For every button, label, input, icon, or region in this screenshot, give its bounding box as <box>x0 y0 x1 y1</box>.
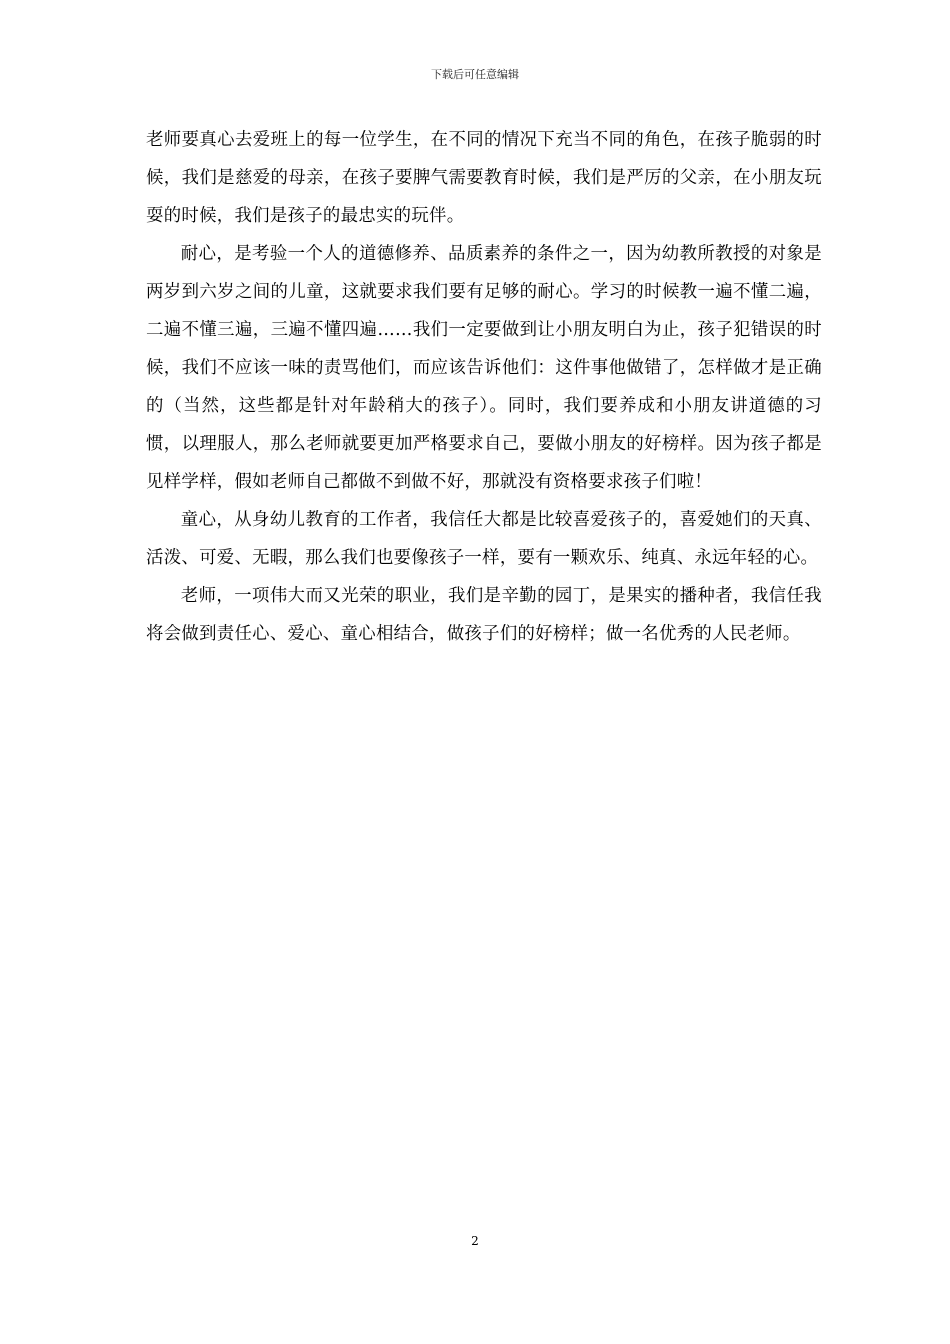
page-number: 2 <box>471 1234 479 1248</box>
paragraph-4: 老师，一项伟大而又光荣的职业，我们是辛勤的园丁，是果实的播种者，我信任我将会做到责任心、爱心、童心相结合，做孩子们的好榜样；做一名优秀的人民老师。 <box>146 586 822 644</box>
page-header-note: 下载后可任意编辑 <box>431 68 519 81</box>
paragraph-2: 耐心，是考验一个人的道德修养、品质素养的条件之一，因为幼教所教授的对象是两岁到六岁之间的儿童，这就要求我们要有足够的耐心。学习的时候教一遍不懂二遍，二遍不懂三遍，三遍不懂四遍……我们一定要做到让小朋友明白为止，孩子犯错误的时候，我们不应该一味的责骂他们，而应该告诉他们：这件事他做错了，怎样做才是正确的（当然，这些都是针对年龄稍大的孩子）。同时，我们要养成和小朋友讲道德的习惯，以理服人，那么老师就要更加严格要求自己，要做小朋友的好榜样。因为孩子都是见样学样，假如老师自己都做不到做不好，那就没有资格要求孩子们啦！ <box>146 244 822 492</box>
document-body <box>146 121 822 653</box>
paragraph-3: 童心，从身幼儿教育的工作者，我信任大都是比较喜爱孩子的，喜爱她们的天真、活泼、可爱、无暇，那么我们也要像孩子一样，要有一颗欢乐、纯真、永远年轻的心。 <box>146 510 822 568</box>
paragraph-1: 老师要真心去爱班上的每一位学生，在不同的情况下充当不同的角色，在孩子脆弱的时候，我们是慈爱的母亲，在孩子要脾气需要教育时候，我们是严厉的父亲，在小朋友玩耍的时候，我们是孩子的最忠实的玩伴。 <box>146 130 822 226</box>
